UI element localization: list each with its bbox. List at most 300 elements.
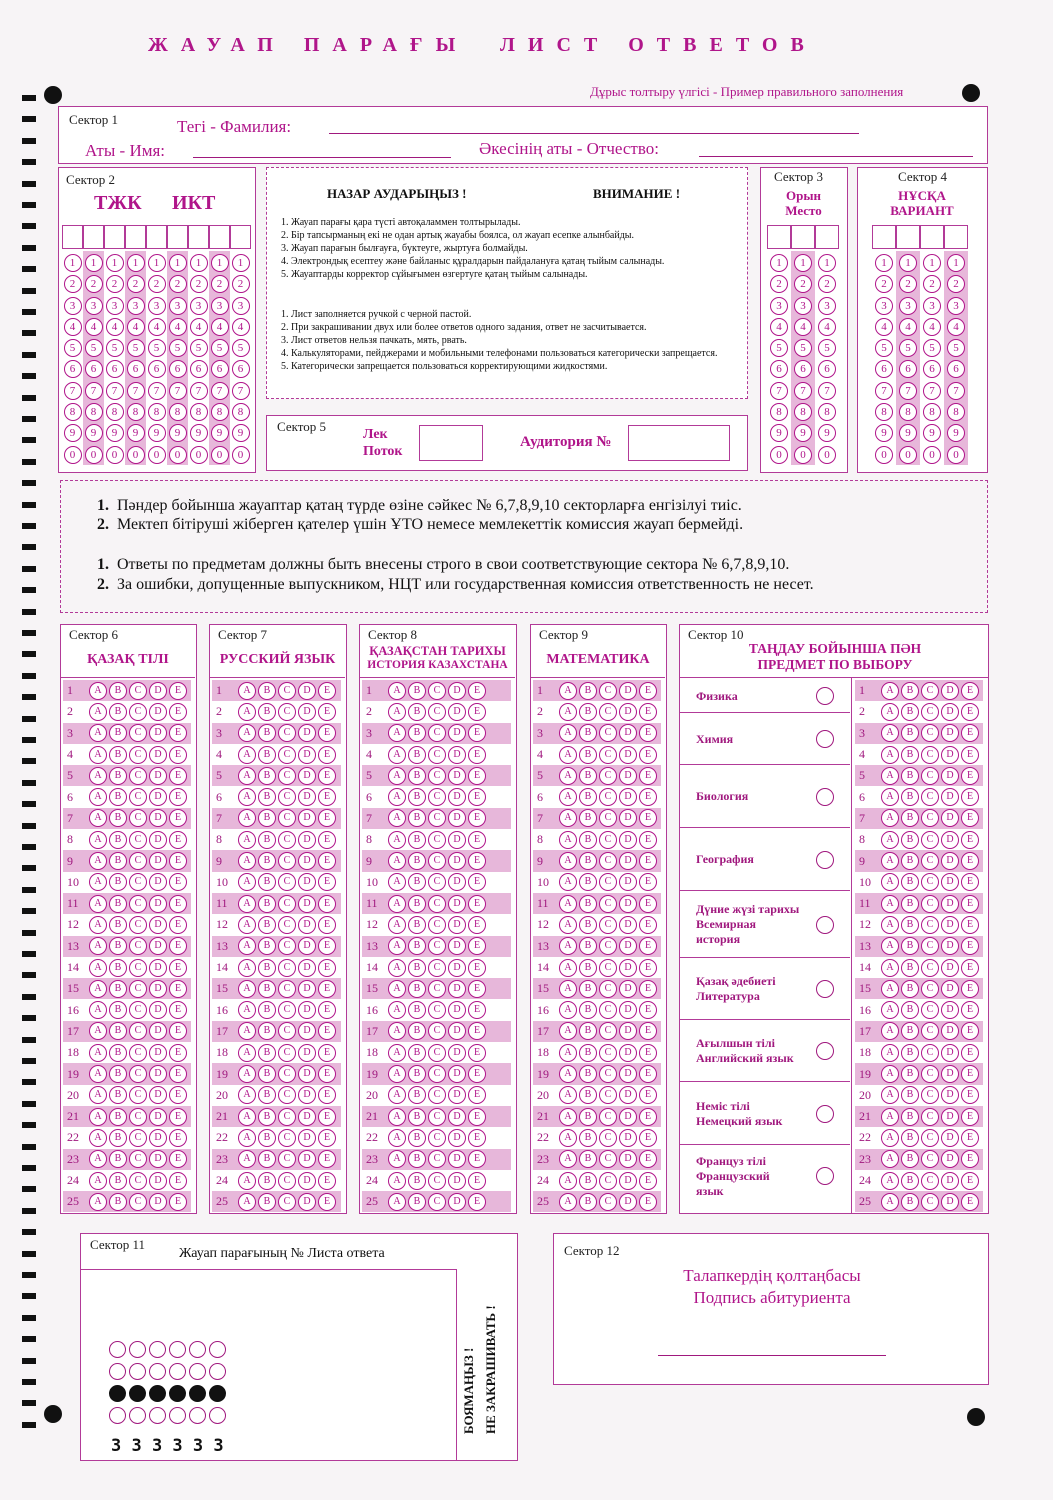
answer-bubble[interactable]: D — [941, 1172, 959, 1190]
subject-option[interactable] — [680, 713, 850, 765]
answer-bubble[interactable]: B — [408, 724, 426, 742]
answer-bubble[interactable]: E — [468, 873, 486, 891]
answer-bubble[interactable]: E — [169, 1129, 187, 1147]
subject-option[interactable] — [680, 679, 850, 713]
digit-bubble[interactable]: 7 — [899, 382, 917, 400]
answer-bubble[interactable]: B — [109, 1193, 127, 1211]
answer-bubble[interactable]: D — [149, 746, 167, 764]
answer-bubble[interactable]: D — [619, 767, 637, 785]
answer-bubble[interactable]: D — [448, 1129, 466, 1147]
answer-bubble[interactable]: C — [599, 895, 617, 913]
answer-bubble[interactable]: A — [881, 916, 899, 934]
answer-bubble[interactable]: A — [881, 1193, 899, 1211]
answer-bubble[interactable]: C — [278, 724, 296, 742]
answer-bubble[interactable]: D — [619, 703, 637, 721]
answer-bubble[interactable]: D — [941, 831, 959, 849]
answer-bubble[interactable]: D — [448, 1086, 466, 1104]
answer-bubble[interactable]: A — [881, 959, 899, 977]
answer-bubble[interactable]: A — [559, 1172, 577, 1190]
answer-bubble[interactable]: C — [599, 1065, 617, 1083]
answer-bubble[interactable]: C — [921, 1065, 939, 1083]
answer-bubble[interactable]: E — [468, 1108, 486, 1126]
answer-bubble[interactable]: A — [89, 809, 107, 827]
digit-bubble[interactable]: 6 — [923, 360, 941, 378]
answer-bubble[interactable]: C — [921, 1193, 939, 1211]
digit-bubble[interactable]: 8 — [923, 403, 941, 421]
answer-bubble[interactable]: C — [599, 724, 617, 742]
subject-option[interactable] — [680, 1082, 850, 1145]
answer-bubble[interactable]: E — [961, 809, 979, 827]
answer-bubble[interactable]: E — [961, 1001, 979, 1019]
answer-bubble[interactable]: E — [468, 809, 486, 827]
answer-bubble[interactable]: E — [318, 1193, 336, 1211]
answer-bubble[interactable]: D — [298, 1129, 316, 1147]
answer-bubble[interactable]: B — [579, 1044, 597, 1062]
answer-bubble[interactable]: D — [448, 1022, 466, 1040]
answer-bubble[interactable]: B — [408, 1001, 426, 1019]
answer-bubble[interactable]: B — [109, 895, 127, 913]
answer-bubble[interactable]: C — [921, 788, 939, 806]
answer-bubble[interactable]: E — [318, 959, 336, 977]
answer-bubble[interactable]: D — [941, 852, 959, 870]
answer-bubble[interactable]: A — [559, 1022, 577, 1040]
answer-bubble[interactable]: D — [149, 809, 167, 827]
answer-bubble[interactable]: C — [278, 1108, 296, 1126]
digit-bubble[interactable]: 6 — [106, 360, 124, 378]
digit-bubble[interactable]: 1 — [127, 254, 145, 272]
answer-bubble[interactable]: B — [408, 1172, 426, 1190]
digit-bubble[interactable]: 3 — [899, 297, 917, 315]
answer-bubble[interactable]: B — [901, 831, 919, 849]
answer-bubble[interactable]: D — [941, 937, 959, 955]
answer-bubble[interactable]: D — [619, 831, 637, 849]
answer-bubble[interactable]: E — [468, 1001, 486, 1019]
answer-bubble[interactable]: C — [129, 724, 147, 742]
answer-bubble[interactable]: C — [278, 916, 296, 934]
digit-bubble[interactable]: 4 — [818, 318, 836, 336]
answer-bubble[interactable]: C — [599, 852, 617, 870]
answer-bubble[interactable]: C — [599, 1108, 617, 1126]
answer-bubble[interactable]: C — [428, 1044, 446, 1062]
answer-bubble[interactable]: E — [468, 1150, 486, 1168]
answer-bubble[interactable]: C — [599, 1193, 617, 1211]
answer-bubble[interactable]: E — [318, 831, 336, 849]
digit-bubble[interactable]: 7 — [190, 382, 208, 400]
answer-bubble[interactable]: E — [169, 1086, 187, 1104]
answer-bubble[interactable]: B — [109, 1172, 127, 1190]
answer-bubble[interactable]: E — [318, 895, 336, 913]
answer-bubble[interactable]: A — [238, 895, 256, 913]
answer-bubble[interactable]: C — [921, 852, 939, 870]
digit-bubble[interactable]: 9 — [770, 424, 788, 442]
answer-bubble[interactable]: D — [941, 682, 959, 700]
answer-bubble[interactable]: C — [428, 703, 446, 721]
answer-bubble[interactable]: A — [89, 724, 107, 742]
answer-bubble[interactable]: C — [129, 1129, 147, 1147]
digit-bubble[interactable]: 1 — [232, 254, 250, 272]
answer-bubble[interactable]: B — [408, 1193, 426, 1211]
digit-bubble[interactable]: 7 — [127, 382, 145, 400]
answer-bubble[interactable]: B — [109, 746, 127, 764]
answer-bubble[interactable]: C — [129, 809, 147, 827]
answer-bubble[interactable]: A — [89, 788, 107, 806]
answer-bubble[interactable]: B — [258, 1129, 276, 1147]
answer-bubble[interactable]: E — [639, 1001, 657, 1019]
answer-bubble[interactable]: D — [149, 916, 167, 934]
answer-bubble[interactable]: E — [468, 959, 486, 977]
answer-bubble[interactable]: B — [109, 1108, 127, 1126]
answer-bubble[interactable]: A — [559, 1086, 577, 1104]
answer-bubble[interactable]: B — [901, 703, 919, 721]
digit-bubble[interactable]: 5 — [148, 339, 166, 357]
digit-bubble[interactable]: 7 — [818, 382, 836, 400]
answer-bubble[interactable]: B — [579, 746, 597, 764]
answer-bubble[interactable]: D — [149, 959, 167, 977]
answer-bubble[interactable]: D — [619, 1129, 637, 1147]
answer-bubble[interactable]: A — [388, 916, 406, 934]
answer-bubble[interactable]: A — [881, 1065, 899, 1083]
answer-bubble[interactable]: B — [579, 1022, 597, 1040]
answer-bubble[interactable]: A — [238, 916, 256, 934]
digit-bubble[interactable]: 8 — [770, 403, 788, 421]
answer-bubble[interactable]: B — [408, 895, 426, 913]
answer-bubble[interactable]: E — [468, 852, 486, 870]
digit-bubble[interactable]: 7 — [85, 382, 103, 400]
answer-bubble[interactable]: E — [961, 852, 979, 870]
answer-bubble[interactable]: D — [619, 1193, 637, 1211]
digit-bubble[interactable]: 6 — [127, 360, 145, 378]
answer-bubble[interactable]: C — [599, 1086, 617, 1104]
answer-bubble[interactable]: C — [921, 703, 939, 721]
answer-bubble[interactable]: A — [238, 1150, 256, 1168]
answer-bubble[interactable]: D — [448, 1001, 466, 1019]
answer-bubble[interactable]: E — [169, 682, 187, 700]
digit-bubble[interactable]: 2 — [64, 275, 82, 293]
answer-bubble[interactable]: A — [388, 788, 406, 806]
answer-bubble[interactable]: B — [408, 937, 426, 955]
digit-bubble[interactable]: 4 — [127, 318, 145, 336]
answer-bubble[interactable]: E — [169, 959, 187, 977]
answer-bubble[interactable]: C — [921, 1129, 939, 1147]
digit-bubble[interactable]: 3 — [148, 297, 166, 315]
subject-option[interactable] — [680, 1020, 850, 1082]
answer-bubble[interactable]: C — [599, 980, 617, 998]
digit-bubble[interactable]: 6 — [169, 360, 187, 378]
answer-bubble[interactable]: C — [428, 724, 446, 742]
answer-bubble[interactable]: C — [129, 767, 147, 785]
answer-bubble[interactable]: E — [169, 1193, 187, 1211]
digit-bubble[interactable]: 5 — [770, 339, 788, 357]
answer-bubble[interactable]: D — [149, 1172, 167, 1190]
answer-bubble[interactable]: E — [318, 682, 336, 700]
answer-bubble[interactable]: E — [169, 895, 187, 913]
answer-bubble[interactable]: D — [941, 1022, 959, 1040]
answer-bubble[interactable]: C — [428, 1086, 446, 1104]
answer-bubble[interactable]: B — [901, 746, 919, 764]
answer-bubble[interactable]: C — [428, 682, 446, 700]
answer-bubble[interactable]: D — [619, 980, 637, 998]
answer-bubble[interactable]: A — [388, 1022, 406, 1040]
answer-bubble[interactable]: B — [408, 1065, 426, 1083]
answer-bubble[interactable]: E — [169, 788, 187, 806]
answer-bubble[interactable]: E — [468, 980, 486, 998]
answer-bubble[interactable]: C — [921, 1108, 939, 1126]
answer-bubble[interactable]: C — [599, 767, 617, 785]
answer-bubble[interactable]: D — [149, 1001, 167, 1019]
answer-bubble[interactable]: A — [388, 831, 406, 849]
answer-bubble[interactable]: B — [258, 1172, 276, 1190]
digit-bubble[interactable]: 9 — [190, 424, 208, 442]
digit-bubble[interactable]: 0 — [106, 446, 124, 464]
answer-bubble[interactable]: B — [579, 852, 597, 870]
answer-bubble[interactable]: B — [579, 1129, 597, 1147]
answer-bubble[interactable]: A — [388, 703, 406, 721]
answer-bubble[interactable]: D — [619, 1172, 637, 1190]
answer-bubble[interactable]: E — [639, 1150, 657, 1168]
answer-bubble[interactable]: C — [428, 1108, 446, 1126]
answer-bubble[interactable]: A — [881, 1172, 899, 1190]
digit-bubble[interactable]: 9 — [899, 424, 917, 442]
answer-bubble[interactable]: B — [901, 767, 919, 785]
digit-bubble[interactable]: 9 — [85, 424, 103, 442]
answer-bubble[interactable]: A — [89, 1001, 107, 1019]
answer-bubble[interactable]: D — [941, 895, 959, 913]
answer-bubble[interactable]: C — [428, 1193, 446, 1211]
answer-bubble[interactable]: C — [129, 937, 147, 955]
answer-bubble[interactable]: A — [238, 746, 256, 764]
answer-bubble[interactable]: E — [639, 809, 657, 827]
answer-bubble[interactable]: D — [619, 916, 637, 934]
answer-bubble[interactable]: D — [448, 1150, 466, 1168]
answer-bubble[interactable]: A — [89, 1129, 107, 1147]
answer-bubble[interactable]: C — [428, 895, 446, 913]
digit-entry-cell[interactable] — [896, 225, 920, 249]
answer-bubble[interactable]: C — [428, 1022, 446, 1040]
answer-bubble[interactable]: A — [881, 1001, 899, 1019]
digit-entry-cell[interactable] — [230, 225, 251, 249]
answer-bubble[interactable]: B — [901, 1193, 919, 1211]
answer-bubble[interactable]: D — [448, 682, 466, 700]
answer-bubble[interactable]: E — [639, 831, 657, 849]
answer-bubble[interactable]: A — [559, 1150, 577, 1168]
answer-bubble[interactable]: B — [109, 724, 127, 742]
digit-bubble[interactable]: 4 — [947, 318, 965, 336]
answer-bubble[interactable]: B — [258, 767, 276, 785]
digit-bubble[interactable]: 8 — [169, 403, 187, 421]
answer-bubble[interactable]: A — [238, 1129, 256, 1147]
answer-bubble[interactable]: E — [169, 873, 187, 891]
patronymic-field[interactable] — [699, 156, 973, 157]
answer-bubble[interactable]: C — [278, 1065, 296, 1083]
answer-bubble[interactable]: C — [921, 916, 939, 934]
digit-bubble[interactable]: 4 — [770, 318, 788, 336]
answer-bubble[interactable]: E — [639, 703, 657, 721]
answer-bubble[interactable]: B — [579, 937, 597, 955]
digit-bubble[interactable]: 3 — [85, 297, 103, 315]
answer-bubble[interactable]: C — [599, 831, 617, 849]
digit-bubble[interactable]: 3 — [211, 297, 229, 315]
answer-bubble[interactable]: D — [298, 1065, 316, 1083]
answer-bubble[interactable]: E — [318, 1022, 336, 1040]
answer-bubble[interactable]: A — [89, 873, 107, 891]
answer-bubble[interactable]: A — [89, 1193, 107, 1211]
lek-potok-field[interactable] — [419, 425, 483, 461]
answer-bubble[interactable]: A — [881, 873, 899, 891]
answer-bubble[interactable]: E — [639, 895, 657, 913]
answer-bubble[interactable]: E — [468, 1065, 486, 1083]
digit-bubble[interactable]: 3 — [947, 297, 965, 315]
answer-bubble[interactable]: D — [941, 959, 959, 977]
digit-bubble[interactable]: 1 — [899, 254, 917, 272]
answer-bubble[interactable]: A — [89, 767, 107, 785]
answer-bubble[interactable]: C — [278, 980, 296, 998]
answer-bubble[interactable]: C — [278, 1086, 296, 1104]
digit-bubble[interactable]: 6 — [794, 360, 812, 378]
answer-bubble[interactable]: A — [388, 980, 406, 998]
answer-bubble[interactable]: A — [388, 1086, 406, 1104]
answer-bubble[interactable]: B — [408, 788, 426, 806]
answer-bubble[interactable]: A — [238, 1001, 256, 1019]
answer-bubble[interactable]: A — [238, 1193, 256, 1211]
answer-bubble[interactable]: E — [169, 1150, 187, 1168]
answer-bubble[interactable]: D — [149, 724, 167, 742]
answer-bubble[interactable]: D — [298, 746, 316, 764]
answer-bubble[interactable]: A — [238, 980, 256, 998]
digit-bubble[interactable]: 7 — [106, 382, 124, 400]
digit-bubble[interactable]: 2 — [211, 275, 229, 293]
answer-bubble[interactable]: D — [149, 1193, 167, 1211]
answer-bubble[interactable]: E — [639, 959, 657, 977]
answer-bubble[interactable]: D — [619, 937, 637, 955]
answer-bubble[interactable]: B — [579, 724, 597, 742]
answer-bubble[interactable]: E — [468, 724, 486, 742]
answer-bubble[interactable]: C — [599, 703, 617, 721]
answer-bubble[interactable]: E — [961, 1065, 979, 1083]
answer-bubble[interactable]: A — [89, 1086, 107, 1104]
answer-bubble[interactable]: B — [579, 767, 597, 785]
answer-bubble[interactable]: E — [468, 746, 486, 764]
answer-bubble[interactable]: D — [149, 852, 167, 870]
digit-bubble[interactable]: 1 — [85, 254, 103, 272]
answer-bubble[interactable]: B — [901, 916, 919, 934]
answer-bubble[interactable]: E — [318, 1129, 336, 1147]
digit-bubble[interactable]: 0 — [148, 446, 166, 464]
answer-bubble[interactable]: A — [388, 682, 406, 700]
digit-bubble[interactable]: 8 — [64, 403, 82, 421]
answer-bubble[interactable]: B — [258, 1086, 276, 1104]
answer-bubble[interactable]: E — [169, 1001, 187, 1019]
answer-bubble[interactable]: C — [921, 682, 939, 700]
digit-bubble[interactable]: 6 — [818, 360, 836, 378]
answer-bubble[interactable]: B — [408, 873, 426, 891]
answer-bubble[interactable]: B — [901, 852, 919, 870]
answer-bubble[interactable]: D — [619, 1150, 637, 1168]
answer-bubble[interactable]: D — [298, 852, 316, 870]
answer-bubble[interactable]: A — [89, 682, 107, 700]
answer-bubble[interactable]: B — [109, 1086, 127, 1104]
answer-bubble[interactable]: A — [881, 1108, 899, 1126]
digit-bubble[interactable]: 8 — [818, 403, 836, 421]
answer-bubble[interactable]: E — [169, 1172, 187, 1190]
answer-bubble[interactable]: D — [448, 724, 466, 742]
answer-bubble[interactable]: E — [169, 1065, 187, 1083]
answer-bubble[interactable]: C — [921, 1044, 939, 1062]
answer-bubble[interactable]: C — [129, 788, 147, 806]
digit-entry-cell[interactable] — [146, 225, 167, 249]
answer-bubble[interactable]: E — [318, 1065, 336, 1083]
answer-bubble[interactable]: B — [109, 767, 127, 785]
answer-bubble[interactable]: B — [408, 703, 426, 721]
answer-bubble[interactable]: A — [388, 1150, 406, 1168]
answer-bubble[interactable]: C — [129, 682, 147, 700]
answer-bubble[interactable]: C — [129, 916, 147, 934]
subject-option[interactable] — [680, 958, 850, 1020]
answer-bubble[interactable]: B — [579, 1001, 597, 1019]
answer-bubble[interactable]: E — [639, 788, 657, 806]
answer-bubble[interactable]: A — [881, 767, 899, 785]
answer-bubble[interactable]: D — [298, 1193, 316, 1211]
answer-bubble[interactable]: C — [428, 746, 446, 764]
answer-bubble[interactable]: A — [559, 746, 577, 764]
answer-bubble[interactable]: C — [428, 831, 446, 849]
answer-bubble[interactable]: C — [599, 1150, 617, 1168]
answer-bubble[interactable]: A — [238, 831, 256, 849]
answer-bubble[interactable]: E — [169, 937, 187, 955]
digit-entry-cell[interactable] — [104, 225, 125, 249]
answer-bubble[interactable]: C — [428, 916, 446, 934]
answer-bubble[interactable]: D — [619, 682, 637, 700]
digit-bubble[interactable]: 3 — [127, 297, 145, 315]
answer-bubble[interactable]: A — [388, 809, 406, 827]
subject-select-bubble[interactable] — [816, 916, 834, 934]
answer-bubble[interactable]: A — [238, 767, 256, 785]
answer-bubble[interactable]: B — [258, 873, 276, 891]
subject-select-bubble[interactable] — [816, 1167, 834, 1185]
answer-bubble[interactable]: A — [238, 959, 256, 977]
subject-select-bubble[interactable] — [816, 687, 834, 705]
answer-bubble[interactable]: D — [298, 1044, 316, 1062]
digit-bubble[interactable]: 7 — [148, 382, 166, 400]
answer-bubble[interactable]: A — [388, 937, 406, 955]
digit-bubble[interactable]: 8 — [947, 403, 965, 421]
answer-bubble[interactable]: A — [881, 788, 899, 806]
answer-bubble[interactable]: B — [258, 980, 276, 998]
answer-bubble[interactable]: E — [169, 916, 187, 934]
digit-bubble[interactable]: 1 — [106, 254, 124, 272]
answer-bubble[interactable]: C — [921, 746, 939, 764]
answer-bubble[interactable]: D — [619, 1065, 637, 1083]
digit-entry-cell[interactable] — [920, 225, 944, 249]
answer-bubble[interactable]: E — [169, 831, 187, 849]
digit-bubble[interactable]: 5 — [232, 339, 250, 357]
answer-bubble[interactable]: C — [428, 1001, 446, 1019]
answer-bubble[interactable]: A — [881, 1022, 899, 1040]
answer-bubble[interactable]: A — [89, 1022, 107, 1040]
answer-bubble[interactable]: C — [921, 937, 939, 955]
answer-bubble[interactable]: C — [921, 1022, 939, 1040]
answer-bubble[interactable]: A — [238, 873, 256, 891]
answer-bubble[interactable]: C — [599, 916, 617, 934]
answer-bubble[interactable]: D — [298, 1001, 316, 1019]
digit-bubble[interactable]: 8 — [127, 403, 145, 421]
answer-bubble[interactable]: A — [388, 852, 406, 870]
answer-bubble[interactable]: E — [639, 1022, 657, 1040]
answer-bubble[interactable]: A — [238, 682, 256, 700]
answer-bubble[interactable]: C — [599, 959, 617, 977]
answer-bubble[interactable]: A — [89, 1044, 107, 1062]
answer-bubble[interactable]: E — [961, 724, 979, 742]
answer-bubble[interactable]: C — [599, 937, 617, 955]
